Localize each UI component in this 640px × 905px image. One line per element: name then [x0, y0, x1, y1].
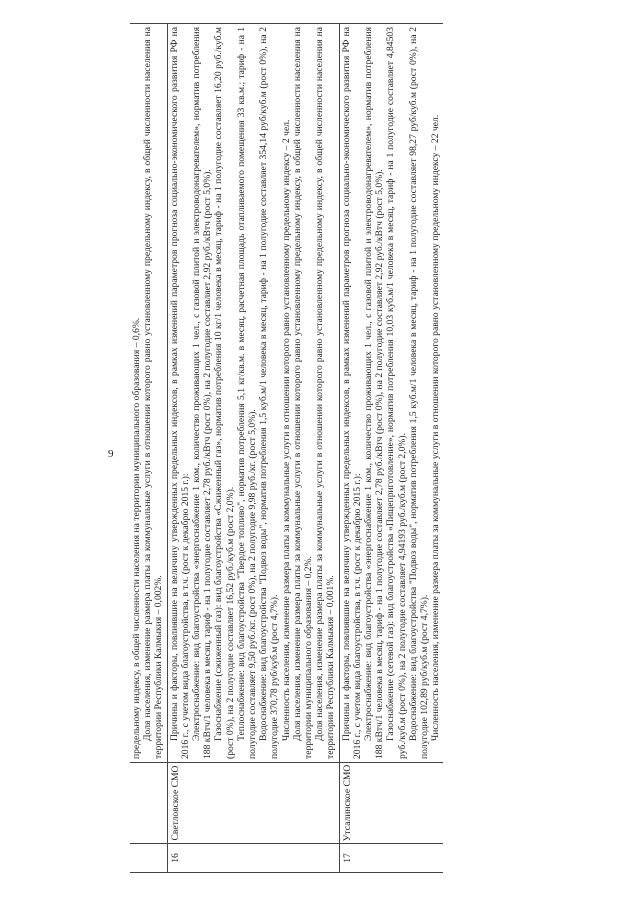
- document-table: [130, 23, 510, 873]
- municipality-name: Утсалинское СМО: [340, 762, 444, 843]
- municipality-name: Светловское СМО: [168, 762, 339, 843]
- page-number: 9: [108, 448, 114, 460]
- continuation-cell: предельному индексу, в общей численности населения на территории муниципального образования – 0,6%. Доля населения, изменение размера платы за коммунальные услуги в отношении которого равно установленному предельному индексу, в общей численности населения на территории Республики Калмыкия – 0,002%.: [131, 27, 165, 759]
- table-row: [167, 23, 339, 873]
- table-row: [339, 23, 444, 873]
- description-cell: Причины и факторы, повлиявшие на величину утвержденных предельных индексов, в рамках изменений параметров прогноза социально-экономического развития РФ на 2016 г., с учетом вида благоустройства, в т.ч. (рост к декабрю 2015 г.): Электроснабжение: вид благоустройства «энергоснабжение 1 ком., количество проживающих 1 чел., с газовой плитой и электроводонагревателем», норматив потребления 188 кВтч/1 человека в месяц, тариф - на 1 полугодие составляет 2,78 руб./кВтч (рост 0%), на 2 полугодие составляет 2,92 руб./кВтч (рост 5,0%). Газоснабжение (сжиженный газ): вид благоустройства «Сжиженный газ», норматив потребления 10 кг/1 человека в месяц, тариф - на 1 полугодие составляет 16,20 руб./куб.м (рост 0%), на 2 полугодие составляет 16,52 руб./куб.м (рост 2,0%). Теплоснабжение: вид благоустройства "Твердое топливо", норматив потребления 5,1 кг/кв.м. в месяц, расчетная площадь отапливаемого помещения 33 кв.м.; тариф - на 1 полугодие составляет 9,50 руб./кг. (рост 0%), на 2 полугодие 9,98 руб./кг. (рост 5,0%). Водоснабжение: вид благоустройства "Подвоз воды", норматив потребления 1,5 куб.м/1 человека в месяц, тариф - на 1 полугодие составляет 354,14 руб/куб.м (рост 0%), на 2 полугодие 370,78 руб/куб.м (рост 4,7%). Численность населения, изменение размера платы за коммунальные услуги в отношении которого равно установленному предельному индексу – 2 чел. Доля населения, изменение размера платы за коммунальные услуги в отношении которого равно установленному предельному индексу, в общей численности населения на территории муниципального образования – 0,2%. Доля населения, изменение размера платы за коммунальные услуги в отношении которого равно установленному предельному индексу, в общей численности населения на территории Республики Калмыкия – 0,001%.: [168, 27, 337, 759]
- row-number: 16: [168, 843, 339, 872]
- row-number: 17: [340, 843, 444, 872]
- description-cell: Причины и факторы, повлиявшие на величину утвержденных предельных индексов, в рамках изменений параметров прогноза социально-экономического развития РФ на 2016 г., с учетом вида благоустройства, в т.ч. (рост к декабрю 2015 г.): Электроснабжение: вид благоустройства «энергоснабжение 1 ком., количество проживающих 1 чел., с газовой плитой и электроводонагревателем», норматив потребления 188 кВтч/1 человека в месяц, тариф - на 1 полугодие составляет 2,78 руб./кВтч (рост 0%), на 2 полугодие составляет 2,92 руб./кВтч (рост 5,0%). Газоснабжение (сетевой газ): вид благоустройства «Пищеприготовление», норматив потребления 10,03 куб.м/1 человека в месяц, тариф - на 1 полугодие составляет 4,84503 руб./куб.м (рост 0%), на 2 полугодие составляет 4,94193 руб./куб.м (рост 2,0%). Водоснабжение: вид благоустройства "Подвоз воды", норматив потребления 1,5 куб.м/1 человека в месяц, тариф - на 1 полугодие составляет 98,27 руб/куб.м (рост 0%), на 2 полугодие 102,89 руб/куб.м (рост 4,7%). Численность населения, изменение размера платы за коммунальные услуги в отношении которого равно установленному предельному индексу – 22 чел.: [340, 27, 442, 759]
- table-row-continuation: [130, 23, 167, 873]
